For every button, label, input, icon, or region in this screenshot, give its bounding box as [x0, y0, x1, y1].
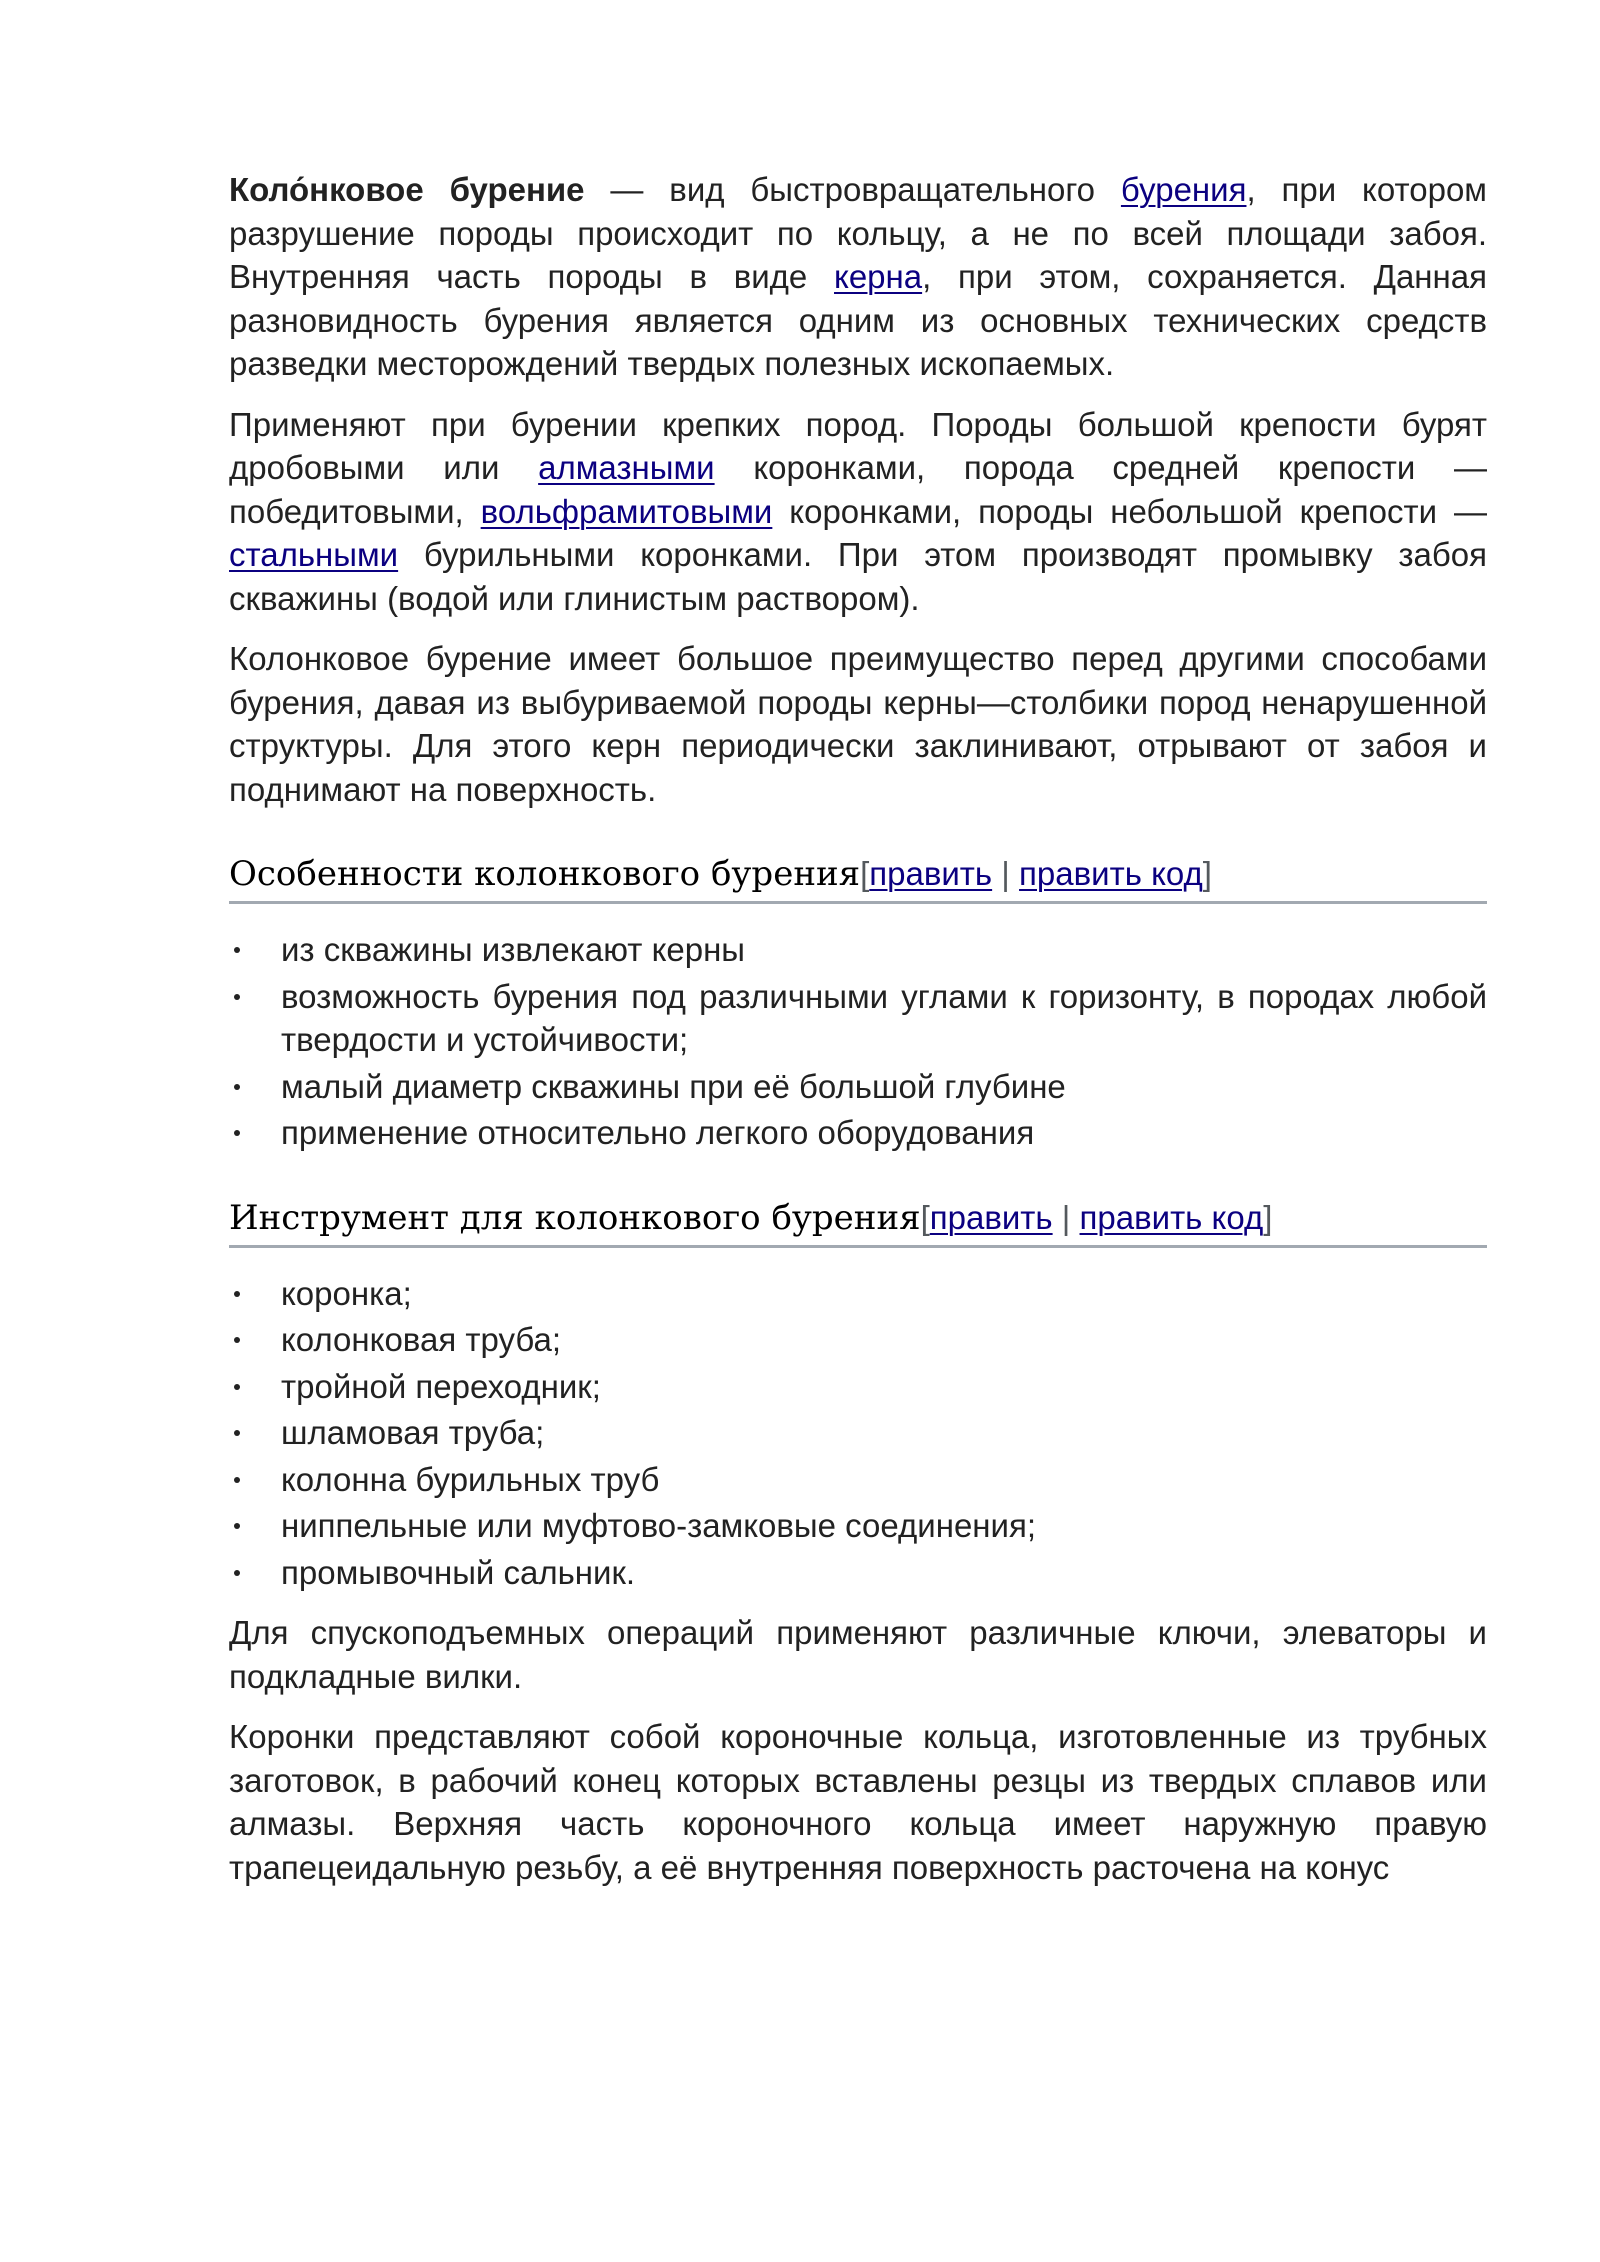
separator: | [992, 855, 1020, 892]
list-item: колонна бурильных труб [229, 1458, 1487, 1502]
separator: | [1052, 1198, 1080, 1236]
text-run: бурильными коронками. При этом производят промывку забоя скважины (водой или глинистым раствором). [229, 536, 1487, 617]
edit-link[interactable]: править [869, 855, 993, 892]
intro-paragraph-2 [229, 403, 1487, 621]
text-run: , при котором разрушение породы происходит по кольцу, а не по всей площади забоя. Внутренняя часть породы в виде [229, 171, 1487, 295]
section-title: Особенности колонкового бурения [229, 854, 861, 894]
list-item: коронка; [229, 1272, 1487, 1316]
link-stalnymi[interactable]: стальными [229, 536, 399, 573]
text-run: , при этом, сохраняется. Данная разновидность бурения является одним из основных технических средств разведки месторождений твердых полезных ископаемых. [229, 258, 1487, 382]
bracket: ] [1263, 1198, 1273, 1236]
list-item: возможность бурения под различными углами к горизонту, в породах любой твердости и устойчивости; [229, 975, 1487, 1062]
text-run: коронками, порода средней крепости — победитовыми, [229, 449, 1487, 530]
link-volframitovymi[interactable]: вольфрамитовыми [480, 492, 773, 530]
bracket: [ [860, 855, 870, 892]
list-item: колонковая труба; [229, 1318, 1487, 1362]
edit-code-link[interactable]: править код [1019, 855, 1203, 892]
bracket: [ [920, 1198, 930, 1236]
tools-paragraph-1: Для спускоподъемных операций применяют различные ключи, элеваторы и подкладные вилки. [229, 1614, 1487, 1695]
edit-section-links [921, 1199, 1273, 1236]
intro-paragraph-3: Колонковое бурение имеет большое преимущество перед другими способами бурения, давая из выбуриваемой породы керны—столбики пород ненарушенной структуры. Для этого керн периодически заклинивают, отрывают от забоя и поднимают на поверхность. [229, 640, 1487, 808]
edit-code-link[interactable]: править код [1079, 1198, 1264, 1236]
edit-section-links [860, 855, 1212, 892]
article-body [229, 168, 1487, 1906]
text-run: Применяют при бурении крепких пород. Породы большой крепости бурят дробовыми или [229, 405, 1487, 486]
text-run: коронками, породы небольшой крепости — [772, 492, 1487, 530]
features-list [229, 928, 1487, 1155]
article-term: Коло́нковое бурение [229, 171, 585, 208]
section-heading-tools [229, 1195, 1487, 1248]
link-almaznymi[interactable]: алмазными [538, 449, 715, 486]
list-item: применение относительно легкого оборудования [229, 1111, 1487, 1155]
list-item: тройной переходник; [229, 1365, 1487, 1409]
bracket: ] [1202, 855, 1212, 892]
list-item: ниппельные или муфтово-замковые соединения; [229, 1504, 1487, 1548]
list-item: промывочный сальник. [229, 1551, 1487, 1595]
list-item: шламовая труба; [229, 1411, 1487, 1455]
intro-paragraph-1 [229, 168, 1487, 386]
tools-list [229, 1272, 1487, 1595]
section-heading-features [229, 851, 1487, 904]
edit-link[interactable]: править [929, 1198, 1053, 1236]
section-title: Инструмент для колонкового бурения [229, 1197, 921, 1238]
tools-paragraph-2: Коронки представляют собой короночные кольца, изготовленные из трубных заготовок, в рабочий конец которых вставлены резцы из твердых сплавов или алмазы. Верхняя часть короночного кольца имеет наружную правую трапецеидальную резьбу, а её внутренняя поверхность расточена на конус [229, 1718, 1487, 1886]
text-run: — вид быстровращательного [584, 171, 1121, 208]
list-item: малый диаметр скважины при её большой глубине [229, 1065, 1487, 1109]
link-bureniya[interactable]: бурения [1120, 171, 1247, 208]
list-item: из скважины извлекают керны [229, 928, 1487, 972]
link-kerna[interactable]: керна [834, 258, 923, 295]
